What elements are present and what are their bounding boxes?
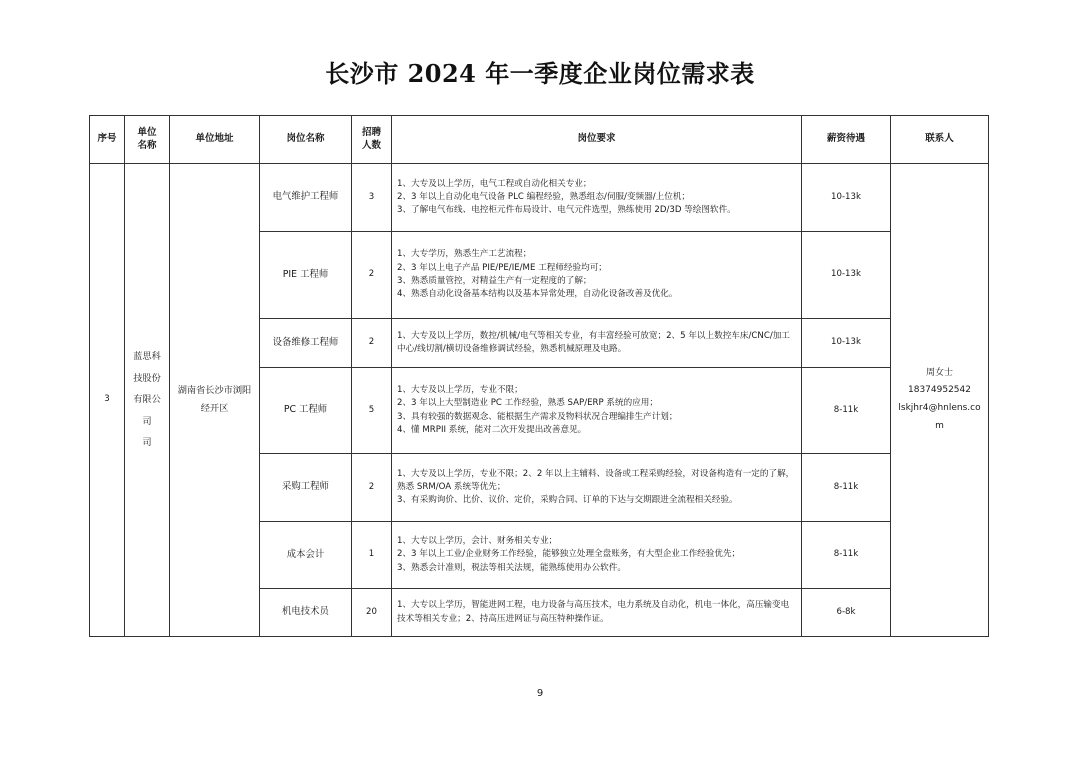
header-unit-address: 单位地址 (170, 116, 260, 164)
job-count: 2 (352, 319, 392, 368)
job-count: 20 (352, 589, 392, 637)
job-requirements: 1、大专学历，熟悉生产工艺流程； 2、3 年以上电子产品 PIE/PE/IE/ME 工程师经验均可； 3、熟悉质量管控，对精益生产有一定程度的了解； 4、熟悉自动化设备基本结构以及基本异常处理，自动化设备改善及优化。 (392, 232, 802, 319)
company-name: 蓝思科 技股份 有限公司 司 (125, 164, 170, 637)
job-name: 设备维修工程师 (260, 319, 352, 368)
job-count: 2 (352, 454, 392, 522)
job-name: 成本会计 (260, 522, 352, 589)
job-requirements: 1、大专及以上学历，电气工程或自动化相关专业； 2、3 年以上自动化电气设备 PLC 编程经验，熟悉组态/伺服/变频器/上位机； 3、了解电气布线、电控柜元件布局设计、电气元件选型，熟练使用 2D/3D 等绘图软件。 (392, 164, 802, 232)
job-requirements: 1、大专以上学历，会计、财务相关专业； 2、3 年以上工业/企业财务工作经验，能够独立处理全盘账务，有大型企业工作经验优先； 3、熟悉会计准则，税法等相关法规，能熟练使用办公软件。 (392, 522, 802, 589)
job-salary: 10-13k (802, 232, 891, 319)
header-job-name: 岗位名称 (260, 116, 352, 164)
page-title: 长沙市 2024 年一季度企业岗位需求表 (325, 59, 755, 88)
job-salary: 8-11k (802, 454, 891, 522)
job-name: 机电技术员 (260, 589, 352, 637)
job-salary: 8-11k (802, 368, 891, 454)
job-requirements: 1、大专以上学历，智能进网工程，电力设备与高压技术，电力系统及自动化，机电一体化，高压输变电技术等相关专业；2、持高压进网证与高压特种操作证。 (392, 589, 802, 637)
job-name: 电气维护工程师 (260, 164, 352, 232)
header-salary: 薪资待遇 (802, 116, 891, 164)
job-count: 5 (352, 368, 392, 454)
job-salary: 6-8k (802, 589, 891, 637)
page-number: 9 (536, 688, 544, 699)
job-table (89, 115, 989, 637)
header-unit-name: 单位名称 (125, 116, 170, 164)
company-address: 湖南省长沙市浏阳 经开区 (170, 164, 260, 637)
company-contact: 周女士 18374952542 lskjhr4@hnlens.co m (891, 164, 989, 637)
header-requirements: 岗位要求 (392, 116, 802, 164)
job-count: 1 (352, 522, 392, 589)
job-name: 采购工程师 (260, 454, 352, 522)
company-seq: 3 (90, 164, 125, 637)
job-count: 2 (352, 232, 392, 319)
header-contact: 联系人 (891, 116, 989, 164)
job-requirements: 1、大专及以上学历，专业不限；2、2 年以上主辅料、设备或工程采购经验，对设备构造有一定的了解，熟悉 SRM/OA 系统等优先； 3、有采购询价、比价、议价、定价，采购合同、订单的下达与交期跟进全流程相关经验。 (392, 454, 802, 522)
job-requirements: 1、大专及以上学历，专业不限； 2、3 年以上大型制造业 PC 工作经验，熟悉 SAP/ERP 系统的应用； 3、具有较强的数据观念、能根据生产需求及物料状况合理编排生产计划； 4、懂 MRPII 系统，能对二次开发提出改善意见。 (392, 368, 802, 454)
job-name: PC 工程师 (260, 368, 352, 454)
job-salary: 10-13k (802, 319, 891, 368)
header-count: 招聘人数 (352, 116, 392, 164)
job-name: PIE 工程师 (260, 232, 352, 319)
job-salary: 10-13k (802, 164, 891, 232)
table-header-row (90, 116, 989, 164)
job-salary: 8-11k (802, 522, 891, 589)
table-row (90, 164, 989, 232)
job-count: 3 (352, 164, 392, 232)
header-seq: 序号 (90, 116, 125, 164)
job-requirements: 1、大专及以上学历，数控/机械/电气等相关专业，有丰富经验可放宽；2、5 年以上数控车床/CNC/加工中心/线切割/横切设备维修调试经验，熟悉机械原理及电路。 (392, 319, 802, 368)
